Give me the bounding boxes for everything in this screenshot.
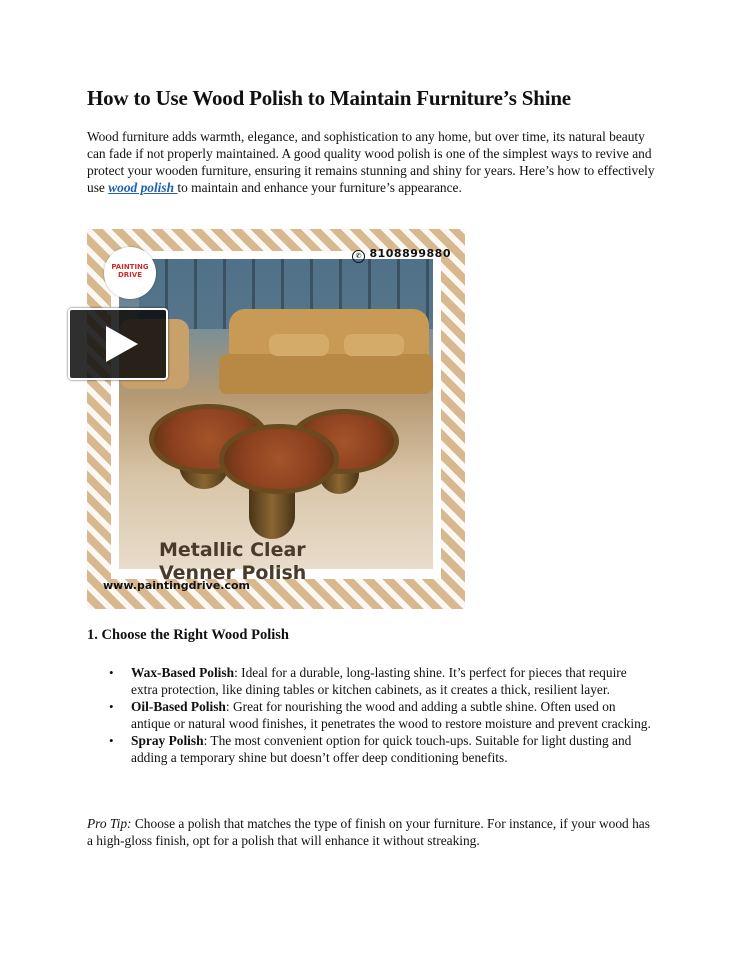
play-button[interactable] [68,308,168,380]
list-item-term: Spray Polish [131,733,204,748]
polish-types-list [131,664,651,766]
intro-text-end: to maintain and enhance your furniture’s appearance. [177,180,462,195]
intro-paragraph [87,128,659,196]
living-room-photo [119,259,433,584]
photo-frame [111,251,441,584]
coffee-table-top [219,424,339,494]
painting-drive-logo [104,247,156,299]
pro-tip-label: Pro Tip: [87,816,132,831]
pro-tip-text: Choose a polish that matches the type of finish on your furniture. For instance, if your wood has a high-gloss finish, opt for a polish that will enhance it without streaking. [87,816,650,848]
list-item [131,732,651,766]
sofa-cushion [269,334,329,356]
list-item-term: Oil-Based Polish [131,699,226,714]
sofa-seat [219,354,433,394]
intro-text: Wood furniture adds warmth, elegance, and sophistication to any home, but over time, its natural beauty can fade if not properly maintained. A good quality wood polish is one of the simplest ways to revive and protect your wooden furniture, ensuring it remains stunning and shiny for years. Here’s how to effectively use [87,129,655,195]
phone-icon: ✆ [352,250,365,263]
list-item-text: : Great for nourishing the wood and adding a subtle shine. Often used on antique or natural wood finishes, it penetrates the wood to restore moisture and prevent cracking. [131,699,651,731]
sofa-cushion [344,334,404,356]
list-item [131,698,651,732]
product-image [87,229,465,609]
list-item [131,664,651,698]
logo-line-1: PAINTING [111,263,149,271]
pro-tip-paragraph [87,815,659,849]
logo-line-2: DRIVE [117,271,142,279]
website-url: www.paintingdrive.com [103,579,251,592]
list-item-text: : Ideal for a durable, long-lasting shine. It’s perfect for pieces that require extra protection, like dining tables or kitchen cabinets, as it creates a thick, resilient layer. [131,665,627,697]
list-item-term: Wax-Based Polish [131,665,235,680]
phone-text: 8108899880 [369,247,451,260]
page-title: How to Use Wood Polish to Maintain Furniture’s Shine [87,86,571,110]
phone-number [352,247,451,263]
section-heading: 1. Choose the Right Wood Polish [87,627,289,643]
caption-line-2: Venner Polish [159,562,307,584]
list-item-text: : The most convenient option for quick touch-ups. Suitable for light dusting and adding a temporary shine but doesn’t offer deep conditioning benefits. [131,733,632,765]
caption-line-1: Metallic Clear [159,539,306,561]
wood-polish-link[interactable]: wood polish [108,180,178,195]
